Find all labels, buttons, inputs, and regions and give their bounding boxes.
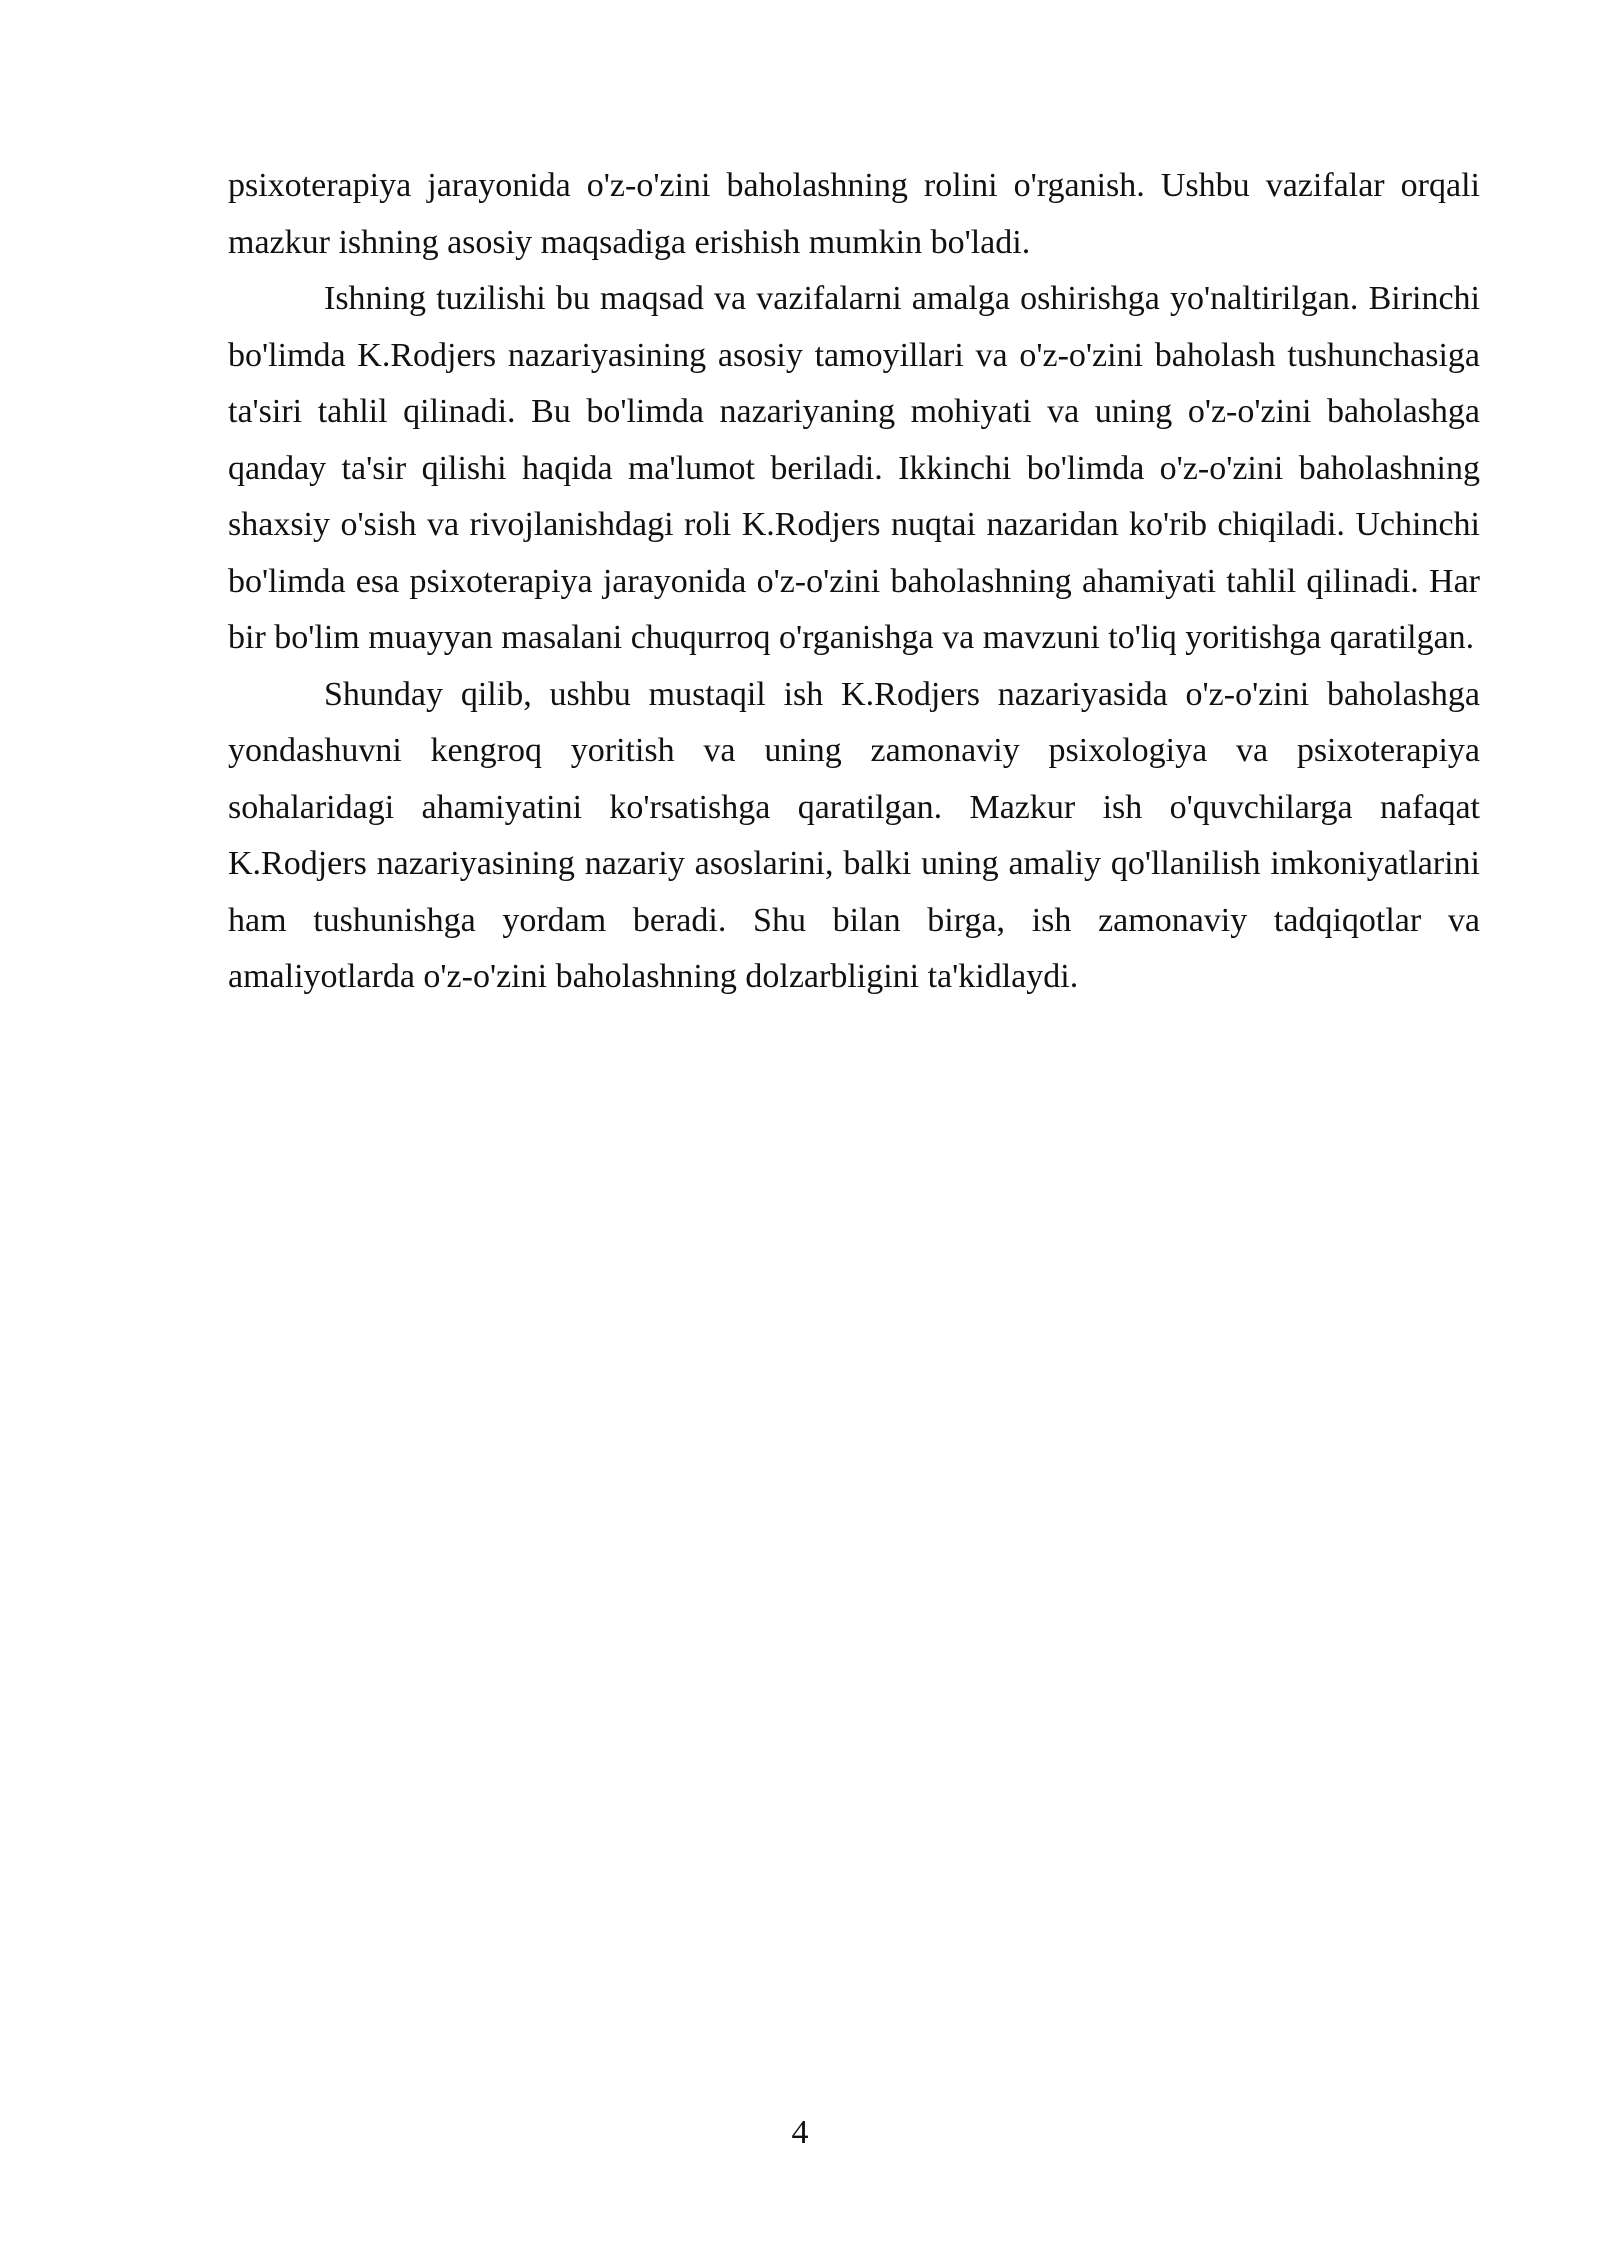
document-body <box>228 158 1480 1006</box>
paragraph-structure: Ishning tuzilishi bu maqsad va vazifalarni amalga oshirishga yo'naltirilgan. Birinchi bo'limda K.Rodjers nazariyasining asosiy tamoyillari va o'z-o'zini baholash tushunchasiga ta'siri tahlil qilinadi. Bu bo'limda nazariyaning mohiyati va uning o'z-o'zini baholashga qanday ta'sir qilishi haqida ma'lumot beriladi. Ikkinchi bo'limda o'z-o'zini baholashning shaxsiy o'sish va rivojlanishdagi roli K.Rodjers nuqtai nazaridan ko'rib chiqiladi. Uchinchi bo'limda esa psixoterapiya jarayonida o'z-o'zini baholashning ahamiyati tahlil qilinadi. Har bir bo'lim muayyan masalani chuqurroq o'rganishga va mavzuni to'liq yoritishga qaratilgan. <box>228 280 1480 656</box>
page-number: 4 <box>791 2114 809 2151</box>
paragraph-continuation: psixoterapiya jarayonida o'z-o'zini baholashning rolini o'rganish. Ushbu vazifalar orqali mazkur ishning asosiy maqsadiga erishish mumkin bo'ladi. <box>228 167 1480 261</box>
paragraph-conclusion: Shunday qilib, ushbu mustaqil ish K.Rodjers nazariyasida o'z-o'zini baholashga yondashuvni kengroq yoritish va uning zamonaviy psixologiya va psixoterapiya sohalaridagi ahamiyatini ko'rsatishga qaratilgan. Mazkur ish o'quvchilarga nafaqat K.Rodjers nazariyasining nazariy asoslarini, balki uning amaliy qo'llanilish imkoniyatlarini ham tushunishga yordam beradi. Shu bilan birga, ish zamonaviy tadqiqotlar va amaliyotlarda o'z-o'zini baholashning dolzarbligini ta'kidlaydi. <box>228 675 1480 995</box>
